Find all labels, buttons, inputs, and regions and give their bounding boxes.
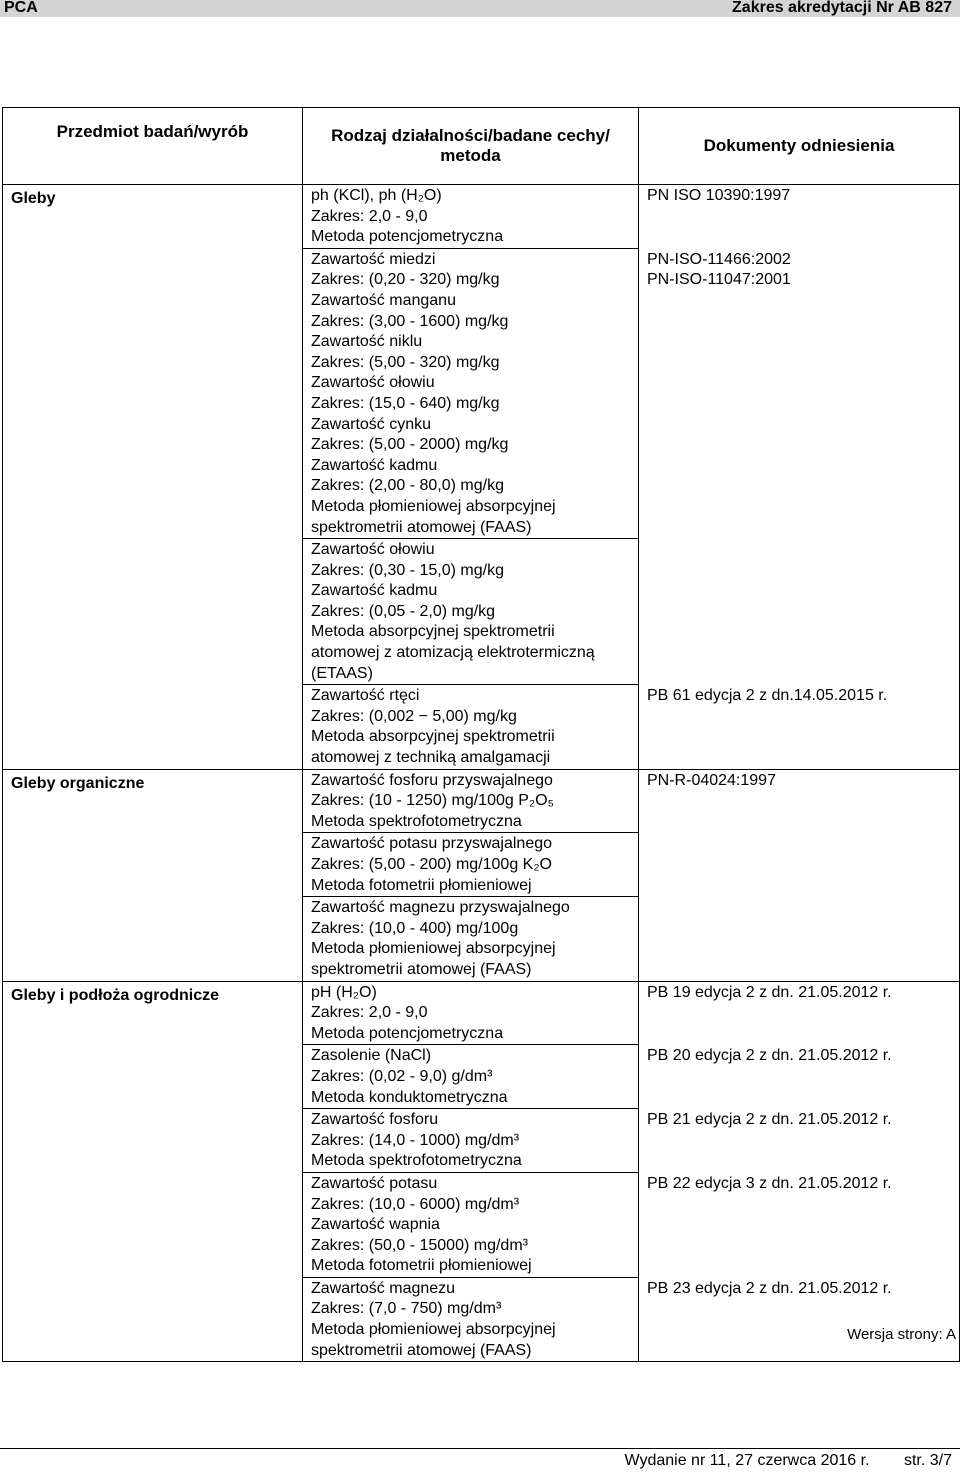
method-line: Zasolenie (NaCl) xyxy=(311,1047,432,1065)
subject-label: Gleby organiczne xyxy=(11,774,145,792)
doc-reference: PB 22 edycja 3 z dn. 21.05.2012 r. xyxy=(647,1174,892,1192)
subject-cell xyxy=(3,185,303,770)
method-block xyxy=(303,1173,638,1278)
header-org: PCA xyxy=(4,0,38,16)
method-line: Zakres: (14,0 - 1000) mg/dm³ xyxy=(311,1131,520,1149)
method-line: Zawartość ołowiu xyxy=(311,374,435,392)
method-line: ph (KCl), ph (H₂O) xyxy=(311,187,442,204)
col-header-docs: Dokumenty odniesienia xyxy=(639,108,960,185)
method-cell xyxy=(303,981,639,1362)
method-block xyxy=(303,185,638,249)
method-line: Zakres: (0,20 - 320) mg/kg xyxy=(311,271,500,289)
method-line: Zawartość rtęci xyxy=(311,687,420,705)
doc-reference: PN-ISO-11466:2002 xyxy=(647,250,791,268)
doc-reference: PB 61 edycja 2 z dn.14.05.2015 r. xyxy=(647,687,888,705)
table-row xyxy=(3,185,960,770)
method-line: Zakres: (3,00 - 1600) mg/kg xyxy=(311,312,509,330)
doc-block xyxy=(647,686,887,707)
doc-block xyxy=(647,1174,892,1195)
method-line: Zawartość fosforu przyswajalnego xyxy=(311,771,553,789)
method-line: Zawartość kadmu xyxy=(311,456,438,474)
doc-block xyxy=(647,1279,892,1300)
method-line: Zawartość magnezu xyxy=(311,1279,456,1297)
table-row xyxy=(3,769,960,981)
method-block xyxy=(303,897,638,980)
method-block xyxy=(303,1045,638,1109)
method-line: Zakres: (7,0 - 750) mg/dm³ xyxy=(311,1300,502,1318)
method-block xyxy=(303,770,638,834)
method-block xyxy=(303,249,638,539)
method-line: Metoda fotometrii płomieniowej xyxy=(311,1257,532,1275)
method-line: Zakres: (5,00 - 320) mg/kg xyxy=(311,353,500,371)
method-line: Zakres: (0,02 - 9,0) g/dm³ xyxy=(311,1067,493,1085)
doc-block xyxy=(647,250,791,291)
subject-cell xyxy=(3,981,303,1362)
col-header-subject: Przedmiot badań/wyrób xyxy=(3,108,303,185)
table-header-row xyxy=(3,108,960,185)
docs-cell xyxy=(639,185,960,770)
method-line: atomowej z atomizacją elektrotermiczną xyxy=(311,644,595,662)
method-line: Zawartość potasu przyswajalnego xyxy=(311,835,553,853)
method-line: Zawartość cynku xyxy=(311,415,432,433)
method-block xyxy=(303,833,638,897)
method-line: Metoda absorpcyjnej spektrometrii xyxy=(311,728,555,746)
method-line: Zakres: (2,00 - 80,0) mg/kg xyxy=(311,477,504,495)
col-header-method: Rodzaj działalności/badane cechy/ metoda xyxy=(303,108,639,185)
accreditation-table xyxy=(2,107,960,1362)
method-line: Zakres: (50,0 - 15000) mg/dm³ xyxy=(311,1236,528,1254)
method-cell xyxy=(303,185,639,770)
doc-reference: PN-ISO-11047:2001 xyxy=(647,271,791,289)
page-footer xyxy=(594,1452,952,1470)
method-line: Zakres: (15,0 - 640) mg/kg xyxy=(311,394,500,412)
method-line: Metoda płomieniowej absorpcyjnej xyxy=(311,940,556,958)
doc-block xyxy=(647,771,776,792)
method-line: pH (H₂O) xyxy=(311,983,377,1001)
method-line: Zakres: 2,0 - 9,0 xyxy=(311,207,428,225)
footer-edition: Wydanie nr 11, 27 czerwca 2016 r. xyxy=(624,1452,870,1469)
method-block xyxy=(303,1109,638,1173)
page-version: Wersja strony: A xyxy=(847,1326,956,1343)
method-line: (ETAAS) xyxy=(311,664,373,682)
method-line: Zakres: (10 - 1250) mg/100g P₂O₅ xyxy=(311,792,554,810)
method-line: Zawartość potasu xyxy=(311,1174,438,1192)
page-header-bar xyxy=(0,0,960,17)
doc-reference: PB 21 edycja 2 z dn. 21.05.2012 r. xyxy=(647,1111,892,1129)
method-line: Metoda potencjometryczna xyxy=(311,228,504,246)
method-line: Metoda konduktometryczna xyxy=(311,1088,508,1106)
doc-reference: PN-R-04024:1997 xyxy=(647,771,776,789)
method-line: Zakres: (0,30 - 15,0) mg/kg xyxy=(311,561,504,579)
method-line: spektrometrii atomowej (FAAS) xyxy=(311,518,532,536)
method-line: Zawartość kadmu xyxy=(311,582,438,600)
doc-block xyxy=(647,1046,892,1067)
method-line: Zawartość miedzi xyxy=(311,250,436,268)
method-line: spektrometrii atomowej (FAAS) xyxy=(311,960,532,978)
method-line: Metoda spektrofotometryczna xyxy=(311,1152,522,1170)
footer-divider xyxy=(0,1448,960,1449)
footer-page-number: str. 3/7 xyxy=(903,1452,952,1469)
method-line: Zakres: 2,0 - 9,0 xyxy=(311,1004,428,1022)
subject-cell xyxy=(3,769,303,981)
subject-label: Gleby i podłoża ogrodnicze xyxy=(11,986,220,1004)
method-line: Metoda absorpcyjnej spektrometrii xyxy=(311,623,555,641)
subject-label: Gleby xyxy=(11,190,56,207)
method-line: Zawartość fosforu xyxy=(311,1111,439,1129)
method-line: Zawartość magnezu przyswajalnego xyxy=(311,899,570,917)
method-block xyxy=(303,1278,638,1361)
method-line: Zakres: (5,00 - 200) mg/100g K₂O xyxy=(311,856,552,873)
method-line: Metoda płomieniowej absorpcyjnej xyxy=(311,1321,556,1339)
method-line: Zawartość ołowiu xyxy=(311,541,435,559)
doc-reference: PB 20 edycja 2 z dn. 21.05.2012 r. xyxy=(647,1047,892,1065)
method-line: spektrometrii atomowej (FAAS) xyxy=(311,1341,532,1359)
method-line: Metoda fotometrii płomieniowej xyxy=(311,876,532,894)
table-row xyxy=(3,981,960,1362)
method-line: Zakres: (10,0 - 6000) mg/dm³ xyxy=(311,1195,520,1213)
doc-block xyxy=(647,983,892,1004)
method-line: Zawartość niklu xyxy=(311,333,423,351)
docs-cell xyxy=(639,769,960,981)
header-title: Zakres akredytacji Nr AB 827 xyxy=(732,0,952,16)
method-line: Zakres: (0,05 - 2,0) mg/kg xyxy=(311,602,496,620)
method-line: Metoda płomieniowej absorpcyjnej xyxy=(311,497,556,515)
method-line: Zawartość wapnia xyxy=(311,1216,440,1234)
method-line: Metoda spektrofotometryczna xyxy=(311,812,522,830)
doc-reference: PN ISO 10390:1997 xyxy=(647,187,791,204)
method-line: atomowej z techniką amalgamacji xyxy=(311,749,551,767)
method-line: Zakres: (5,00 - 2000) mg/kg xyxy=(311,436,509,454)
method-line: Zawartość manganu xyxy=(311,291,456,309)
method-line: Zakres: (10,0 - 400) mg/100g xyxy=(311,919,519,937)
doc-reference: PB 19 edycja 2 z dn. 21.05.2012 r. xyxy=(647,983,892,1001)
method-line: Zakres: (0,002 − 5,00) mg/kg xyxy=(311,707,517,725)
method-block xyxy=(303,685,638,768)
doc-block xyxy=(647,186,790,207)
method-line: Metoda potencjometryczna xyxy=(311,1024,504,1042)
docs-cell xyxy=(639,981,960,1362)
doc-reference: PB 23 edycja 2 z dn. 21.05.2012 r. xyxy=(647,1279,892,1297)
doc-block xyxy=(647,1110,892,1131)
method-block xyxy=(303,539,638,685)
method-cell xyxy=(303,769,639,981)
method-block xyxy=(303,982,638,1046)
